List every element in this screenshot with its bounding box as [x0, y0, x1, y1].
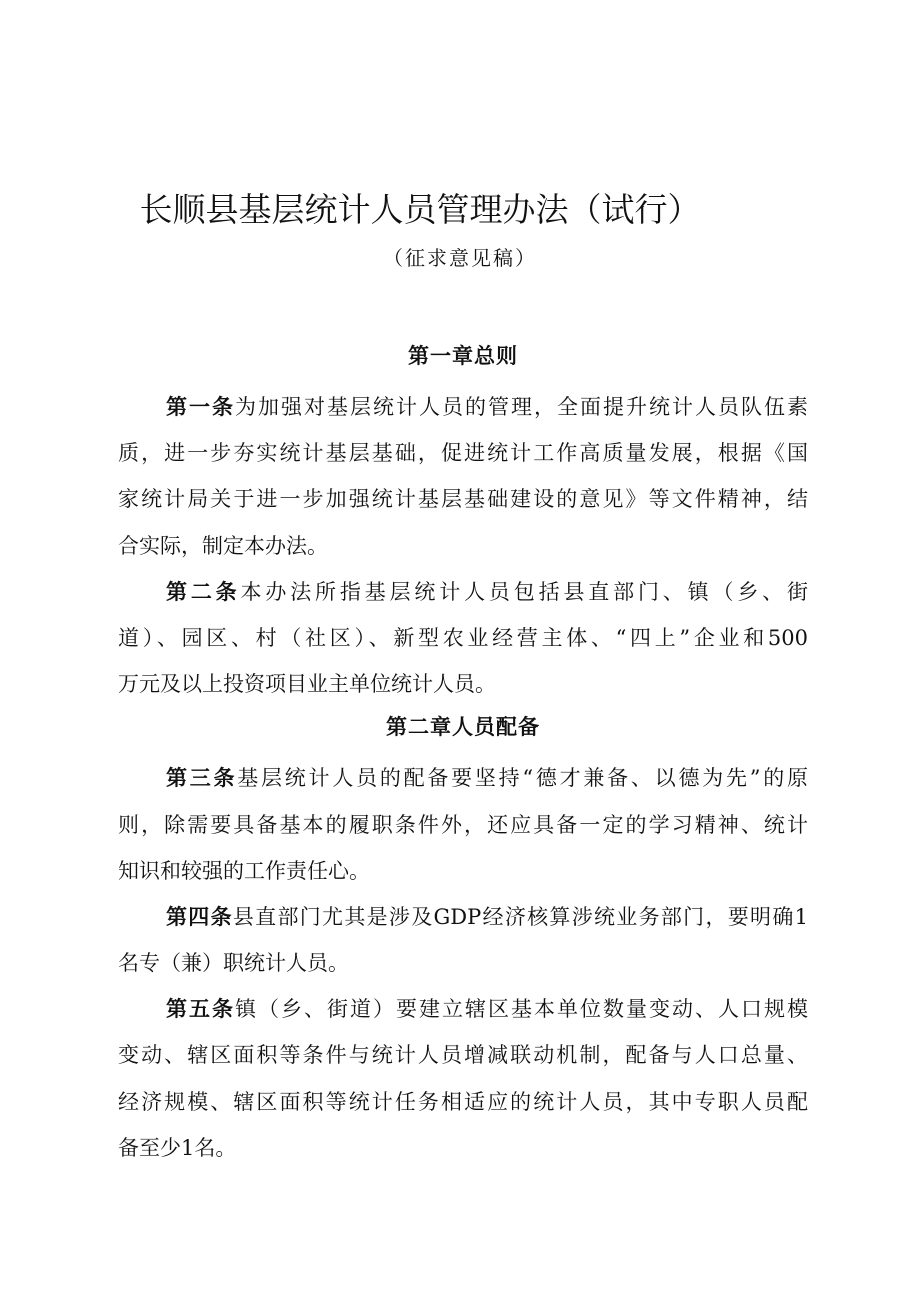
article-5-line-2: 变动、辖区面积等条件与统计人员增减联动机制，配备与人口总量、	[118, 1043, 808, 1068]
article-1-number: 第一条	[166, 394, 235, 419]
article-2	[118, 569, 808, 708]
article-5-line-4: 备至少1名。	[118, 1135, 237, 1160]
article-1	[118, 384, 808, 569]
article-1-line-4: 合实际，制定本办法。	[118, 533, 328, 558]
document-subtitle: （征求意见稿）	[383, 246, 537, 270]
article-3-line-1	[118, 755, 808, 801]
article-3-text-1: 基层统计人员的配备要坚持“德才兼备、以德为先”的原	[237, 766, 808, 791]
document-title: 长顺县基层统计人员管理办法（试行）	[139, 190, 701, 229]
article-5-line-3: 经济规模、辖区面积等统计任务相适应的统计人员，其中专职人员配	[118, 1089, 808, 1114]
article-1-line-3: 家统计局关于进一步加强统计基层基础建设的意见》等文件精神，结	[118, 487, 808, 512]
article-1-line-2: 质，进一步夯实统计基层基础，促进统计工作高质量发展，根据《国	[118, 441, 808, 466]
article-5	[118, 986, 808, 1171]
article-2-line-3: 万元及以上投资项目业主单位统计人员。	[118, 672, 496, 697]
article-5-line-1	[118, 986, 808, 1032]
article-3-line-3: 知识和较强的工作责任心。	[118, 858, 370, 883]
article-2-line-1	[118, 569, 808, 615]
article-1-text-1: 为加强对基层统计人员的管理，全面提升统计人员队伍素	[235, 395, 808, 419]
article-4-line-2: 名专（兼）职统计人员。	[118, 951, 349, 976]
chapter-1-heading: 第一章总则	[408, 343, 518, 368]
article-2-text-1: 本办法所指基层统计人员包括县直部门、镇（乡、街	[240, 579, 809, 604]
article-2-number: 第二条	[166, 578, 241, 604]
article-5-number: 第五条	[166, 996, 235, 1022]
article-4-line-1	[118, 894, 808, 940]
article-4-number: 第四条	[166, 903, 233, 929]
article-4-text-1: 县直部门尤其是涉及GDP经济核算涉统业务部门，要明确1	[232, 904, 809, 929]
article-3	[118, 755, 808, 894]
article-3-number: 第三条	[166, 765, 238, 791]
document-body	[118, 338, 808, 1171]
article-3-line-2: 则，除需要具备基本的履职条件外，还应具备一定的学习精神、统计	[118, 812, 808, 837]
article-2-line-2: 道）、园区、村（社区）、新型农业经营主体、“四上”企业和500	[118, 625, 808, 650]
article-4	[118, 894, 808, 986]
chapter-2-heading: 第二章人员配备	[386, 714, 540, 740]
article-5-text-1: 镇（乡、街道）要建立辖区基本单位数量变动、人口规模	[235, 997, 808, 1022]
article-1-line-1	[118, 384, 808, 430]
